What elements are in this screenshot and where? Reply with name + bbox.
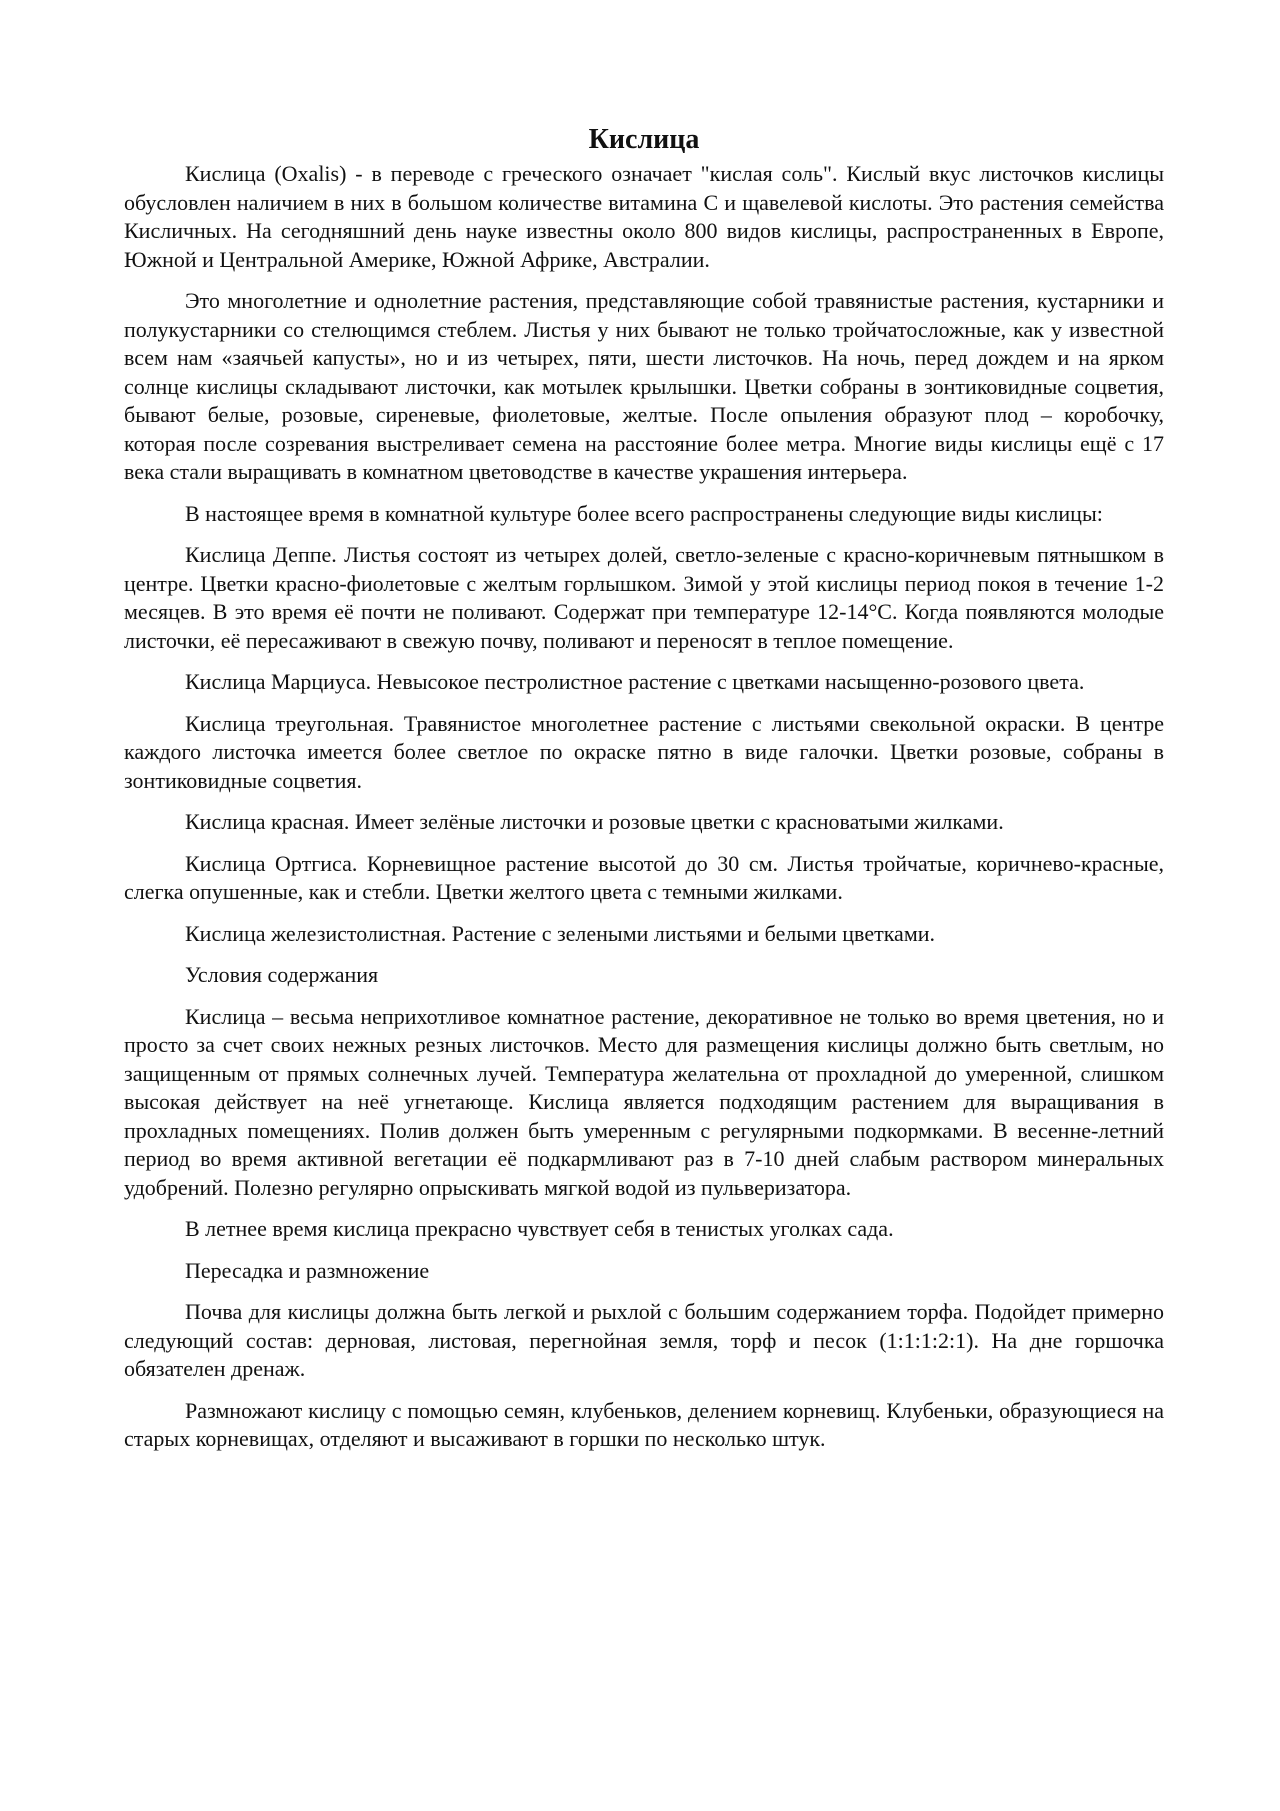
paragraph-intro: Кислица (Oxalis) - в переводе с греческого означает "кислая соль". Кислый вкус листочков кислицы обусловлен наличием в них в большом количестве витамина С и щавелевой кислоты. Это растения семейства Кисличных. На сегодняшний день науке известны около 800 видов кислицы, распространенных в Европе, Южной и Центральной Америке, Южной Африке, Австралии. <box>124 161 1164 272</box>
paragraph-description: Это многолетние и однолетние растения, представляющие собой травянистые растения, кустарники и полукустарники со стелющимся стеблем. Листья у них бывают не только тройчатосложные, как у известной всем нам «заячьей капусты», но и из четырех, пяти, шести листочков. На ночь, перед дождем и на ярком солнце кислицы складывают листочки, как мотылек крылышки. Цветки собраны в зонтиковидные соцветия, бывают белые, розовые, сиреневые, фиолетовые, желтые. После опыления образуют плод – коробочку, которая после созревания выстреливает семена на расстояние более метра. Многие виды кислицы ещё с 17 века стали выращивать в комнатном цветоводстве в качестве украшения интерьера. <box>124 288 1164 484</box>
paragraph-species-glandular: Кислица железистолистная. Растение с зелеными листьями и белыми цветками. <box>185 920 936 946</box>
section-heading-care: Условия содержания <box>185 962 379 987</box>
paragraph-species-martius: Кислица Марциуса. Невысокое пестролистное растение с цветками насыщенно-розового цвета. <box>185 669 1085 694</box>
paragraph-propagation: Размножают кислицу с помощью семян, клубеньков, делением корневищ. Клубеньки, образующиеся на старых корневищах, отделяют и высаживают в горшки по несколько штук. <box>124 1397 1164 1451</box>
paragraph-species-ortgies: Кислица Ортгиса. Корневищное растение высотой до 30 см. Листья тройчатые, коричнево-красные, слегка опушенные, как и стебли. Цветки желтого цвета с темными жилками. <box>124 850 1164 904</box>
paragraph-summer: В летнее время кислица прекрасно чувствует себя в тенистых уголках сада. <box>185 1216 894 1241</box>
document-title: Кислица <box>588 124 700 155</box>
document-page <box>124 122 1164 1467</box>
paragraph-care: Кислица – весьма неприхотливое комнатное растение, декоративное не только во время цветения, но и просто за счет своих нежных резных листочков. Место для размещения кислицы должно быть светлым, но защищенным от прямых солнечных лучей. Температура желательна от прохладной до умеренной, слишком высокая действует на неё угнетающе. Кислица является подходящим растением для выращивания в прохладных помещениях. Полив должен быть умеренным с регулярными подкормками. В весенне-летний период во время активной вегетации её подкармливают раз в 7-10 дней слабым раствором минеральных удобрений. Полезно регулярно опрыскивать мягкой водой из пульверизатора. <box>124 1003 1164 1200</box>
paragraph-soil: Почва для кислицы должна быть легкой и рыхлой с большим содержанием торфа. Подойдет примерно следующий состав: дерновая, листовая, перегнойная земля, торф и песок (1:1:1:2:1). На дне горшочка обязателен дренаж. <box>124 1299 1164 1381</box>
paragraph-species-intro: В настоящее время в комнатной культуре более всего распространены следующие виды кислицы: <box>185 500 1103 526</box>
paragraph-species-triangular: Кислица треугольная. Травянистое многолетнее растение с листьями свекольной окраски. В центре каждого листочка имеется более светлое по окраске пятно в виде галочки. Цветки розовые, собраны в зонтиковидные соцветия. <box>124 710 1164 793</box>
paragraph-species-deppe: Кислица Деппе. Листья состоят из четырех долей, светло-зеленые с красно-коричневым пятнышком в центре. Цветки красно-фиолетовые с желтым горлышком. Зимой у этой кислицы период покоя в течение 1-2 месяцев. В это время её почти не поливают. Содержат при температуре 12-14°С. Когда появляются молодые листочки, её пересаживают в свежую почву, поливают и переносят в теплое помещение. <box>124 542 1164 653</box>
paragraph-species-red: Кислица красная. Имеет зелёные листочки и розовые цветки с красноватыми жилками. <box>185 809 1004 834</box>
section-heading-propagation: Пересадка и размножение <box>185 1257 430 1283</box>
